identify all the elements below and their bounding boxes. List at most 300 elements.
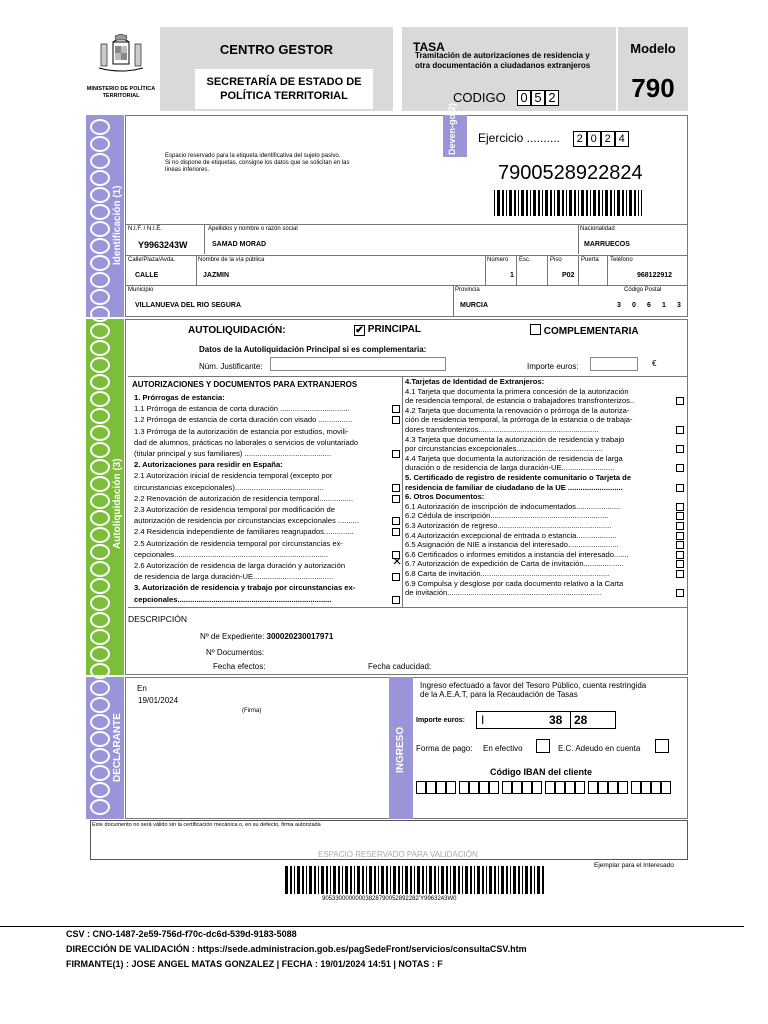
ring-icon [90,187,110,203]
iban-digit-box[interactable] [588,781,598,794]
adeudo-label: E.C. Adeudo en cuenta [558,744,641,753]
ring-icon [90,629,110,645]
autorizacion-item: 1.1 Prórroga de estancia de corta duración ................................. [134,404,350,414]
cp-digit: 3 [677,302,681,309]
col-divider [547,255,548,285]
calle-label: Calle/Plaza/Avda. [128,257,176,263]
firma-label: (Firma) [242,708,262,714]
barcode-bar [453,866,456,894]
ring-icon [90,680,110,696]
autorizacion-item: de residencia temporal, de estancia o trabajadores transfronterizos.. [405,396,635,406]
autorizacion-item: 4.4 Tarjeta que documenta la autorización de residencia de larga [405,453,623,463]
ring-icon [90,272,110,288]
autorizacion-item: ción de residencia temporal, la prórroga de la estancia o de trabaja- [405,415,633,425]
iban-digit-box[interactable] [426,781,436,794]
forma-pago-row [416,744,472,753]
efectivo-checkbox[interactable] [536,739,550,753]
barcode-bar [501,866,504,894]
barcode-bar [294,866,295,894]
autorizacion-item: 4.3 Tarjeta que documenta la autorización de residencia y trabajo [405,434,625,444]
autorizacion-checkbox[interactable] [392,405,400,413]
num-justificante-input[interactable] [270,357,446,371]
iban-group [459,781,499,794]
ring-icon [90,561,110,577]
autorizacion-item: cepcionales......................................................................... [134,549,329,559]
barcode-bar [562,190,564,216]
autorizacion-item: por circunstancias excepcionales......................................... [405,444,603,454]
barcode-bar [458,866,460,894]
centro-gestor-line2: POLÍTICA TERRITORIAL [220,90,348,102]
euro-symbol: € [652,359,657,368]
autorizacion-checkbox[interactable] [392,528,400,536]
expediente-value: 300020230017971 [266,632,334,641]
barcode-bar [470,866,472,894]
barcode-bar [462,866,463,894]
autorizacion-checkbox[interactable] [676,570,684,578]
piso-value: P02 [562,272,575,279]
ring-icon [90,357,110,373]
adeudo-option[interactable] [558,744,640,753]
autorizacion-item: duración o de residencia de larga duración-UE......................... [405,463,615,473]
autorizacion-checkbox[interactable] [392,484,400,492]
ring-icon [90,238,110,254]
municipio-value: VILLANUEVA DEL RIO SEGURA [135,302,242,309]
codigo-label: CODIGO [453,90,506,105]
nombre-label: Apellidos y nombre o razón social [208,226,298,232]
autorizacion-item: 5. Certificado de registro de residente comunitario o Tarjeta de [405,473,632,482]
tasa-desc-line2: otra documentación a ciudadanos extranjeros [415,61,591,70]
autorizacion-checkbox[interactable] [676,512,684,520]
autorizacion-item: 2.2 Renovación de autorización de residencia temporal................ [134,493,354,503]
ring-icon [90,459,110,475]
iban-digit-box[interactable] [522,781,532,794]
ring-icon [90,306,110,322]
ring-icon [90,442,110,458]
col-divider [578,255,579,285]
tasa-label: TASA [413,40,445,54]
barcode-bar [581,190,584,216]
autorizacion-item: (titular principal y sus familiares) ......................................... [134,449,332,458]
barcode-bar [593,190,596,216]
declarante-en-label: En [137,684,147,693]
barcode-bar [362,866,364,894]
importe-label: Importe euros: [527,362,579,371]
barcode-bar [314,866,316,894]
col-divider [196,255,197,285]
autorizacion-item: 2.6 Autorización de residencia de larga duración y autorización [134,561,346,570]
ingreso-text-line1: Ingreso efectuado a favor del Tesoro Público, cuenta restringida [420,681,647,690]
autorizacion-item: 6. Otros Documentos: [405,492,485,502]
autorizacion-checkbox[interactable] [392,450,400,458]
centro-gestor-line1: SECRETARÍA DE ESTADO DE [206,76,362,88]
iban-digit-box[interactable] [545,781,555,794]
ingreso-side-label: INGRESO [395,726,406,773]
codigo-field [453,90,559,106]
reserved-label-text [165,153,349,174]
barcode-bar [474,866,475,894]
barcode-bar [605,190,608,216]
ring-icon [90,731,110,747]
barcode-bar [614,190,615,216]
barcode-bar [393,866,396,894]
autorizacion-item: circunstancias excepcionales).......................................... [134,482,324,492]
cp-digit: 3 [617,302,621,309]
ejercicio-digit: 2 [573,131,587,147]
autorizacion-checkbox[interactable] [676,484,684,492]
barcode-bar [518,190,519,216]
provincia-label: Provincia [455,287,480,293]
autorizacion-item: 3. Autorización de residencia y trabajo por circunstancias ex- [134,583,356,593]
autorizacion-checkbox[interactable] [676,445,684,453]
barcode-bar [629,190,632,216]
num-justificante-label: Núm. Justificante: [199,362,263,371]
barcode-bar [550,190,552,216]
autorizacion-item: de residencia de larga duración-UE...................................... [134,572,334,582]
autorizacion-checkbox[interactable] [392,495,400,503]
barcode-bar [494,866,496,894]
iban-digit-box[interactable] [459,781,469,794]
footer-csv: CSV : CNO-1487-2e59-756d-f70c-dc6d-539d-9183-5088 [66,929,297,939]
ring-icon [90,595,110,611]
ingreso-strip [389,677,413,819]
iban-digit-box[interactable] [565,781,575,794]
barcode-bar [297,866,300,894]
barcode-bar [285,866,288,894]
autorizacion-checkbox[interactable] [676,522,684,530]
cp-digits [613,298,687,314]
autorizacion-checkbox[interactable] [676,551,684,559]
barcode-bar [309,866,312,894]
ingreso-importe-label: Importe euros: [416,717,466,724]
barcode-bar [381,866,384,894]
iban-digit-box[interactable] [469,781,479,794]
iban-digit-box[interactable] [608,781,618,794]
autorizacion-item: 4.2 Tarjeta que documenta la renovación o prórroga de la autoriza- [405,405,630,415]
ejercicio-digit: 2 [601,131,615,147]
barcode-bar [342,866,343,894]
iban-input-boxes[interactable] [416,781,674,794]
col-divider [485,255,486,285]
barcode-bar [506,190,507,216]
efectivo-option[interactable] [483,744,523,753]
principal-label: PRINCIPAL [367,324,421,335]
validacion-barcode [285,866,545,894]
ring-icon [90,782,110,798]
barcode-bar [538,190,540,216]
iban-digit-box[interactable] [479,781,489,794]
ring-icon [90,323,110,339]
barcode-bar [638,190,639,216]
cp-digit: 6 [647,302,651,309]
numero-value: 1 [510,272,514,279]
barcode-bar [410,866,412,894]
iban-digit-box[interactable] [502,781,512,794]
barcode-bar [510,866,511,894]
iban-group [545,781,585,794]
autorizaciones-col-divider [402,376,403,608]
checkmark-x-icon [393,557,401,565]
barcode-bar [526,190,528,216]
ring-icon [90,527,110,543]
complementaria-label: COMPLEMENTARIA [543,326,639,337]
ring-icon [90,476,110,492]
barcode-bar [398,866,400,894]
barcode-bar [626,190,627,216]
autorizacion-item: 6.8 Carta de invitación............................................................. [405,569,610,578]
expediente-label: Nº de Expediente: [200,632,265,641]
devengo-strip [443,102,467,157]
ring-icon [90,255,110,271]
codigo-digit: 2 [545,90,559,106]
barcode-bar [598,190,600,216]
autorizacion-item: 4.Tarjetas de Identidad de Extranjeros: [405,377,545,386]
ministry-line2: TERRITORIAL [102,93,140,99]
ring-icon [90,612,110,628]
autorizacion-item: 2.3 Autorización de residencia temporal por modificación de [134,505,335,514]
barcode-bar [345,866,348,894]
iban-digit-box[interactable] [651,781,661,794]
principal-checkbox[interactable]: ✔ [355,325,364,336]
ring-icon [90,204,110,220]
barcode-bar [502,190,504,216]
puerta-label: Puerta [581,257,599,263]
coat-of-arms [93,34,149,84]
barcode-bar [333,866,336,894]
autorizacion-item: 2. Autorizaciones para residir en España: [134,460,283,470]
ring-icon [90,391,110,407]
centro-gestor-label: CENTRO GESTOR [219,42,334,57]
iban-digit-box[interactable] [512,781,522,794]
modelo-panel [618,27,688,111]
forma-pago-label: Forma de pago: [416,744,473,753]
autoliquidacion-side-label: Autoliquidación (3) [112,458,123,549]
autorizacion-item: 1. Prórrogas de estancia: [134,393,225,402]
cp-digit: 1 [662,302,666,309]
barcode-bar [366,866,367,894]
col-divider [607,255,608,285]
barcode-bar [617,190,620,216]
importe-separator [570,712,571,728]
col-divider [453,285,454,317]
barcode-bar [514,190,516,216]
ministry-line1: MINISTERIO DE POLÍTICA [86,86,156,92]
ejercicio-label: Ejercicio .......... [478,131,561,145]
barcode-bar [610,190,612,216]
autorizacion-checkbox[interactable] [676,589,684,597]
barcode-bar [590,190,591,216]
iban-digit-box[interactable] [489,781,499,794]
barcode-bar [306,866,307,894]
barcode-bar [530,190,531,216]
barcode-bar [422,866,424,894]
tasa-desc-line1: Tramitación de autorizaciones de residencia y [415,51,590,60]
footer-firmante: FIRMANTE(1) : JOSE ANGEL MATAS GONZALEZ | FECHA : 19/01/2024 14:51 | NOTAS : F [66,959,443,969]
fecha-caducidad-label: Fecha caducidad: [368,662,432,671]
barcode-bar [330,866,331,894]
autorizacion-item: 6.4 Autorización excepcional de entrada o estancia................... [405,530,617,540]
autorizacion-checkbox[interactable] [676,503,684,511]
iban-digit-box[interactable] [598,781,608,794]
esc-label: Esc. [519,257,531,263]
ring-icon [90,408,110,424]
barcode-bar [602,190,603,216]
tasa-description [415,51,590,71]
justificante-barcode [494,190,642,216]
iban-digit-box[interactable] [618,781,628,794]
ring-icon [90,493,110,509]
autorizacion-item: de invitación......................................................................... [405,588,602,598]
barcode-bar [338,866,340,894]
row-divider [126,285,688,286]
codigo-digit: 0 [517,90,531,106]
provincia-value: MURCIA [460,302,488,309]
barcode-bar [494,190,495,216]
complementaria-checkbox[interactable] [530,324,541,335]
ring-icon [90,578,110,594]
autorizacion-checkbox[interactable] [392,416,400,424]
iban-digit-box[interactable] [555,781,565,794]
autorizacion-checkbox[interactable] [676,541,684,549]
barcode-bar [438,866,439,894]
centro-gestor-value [195,69,373,109]
barcode-bar [513,866,516,894]
ring-binding-decoration [88,115,124,819]
autorizacion-checkbox[interactable] [392,517,400,525]
autorizacion-item: residencia de familiar de ciudadano de la UE .......................... [405,482,623,492]
barcode-bar [402,866,403,894]
declarante-date: 19/01/2024 [138,696,179,705]
calle-value: CALLE [135,272,159,279]
iban-label: Código IBAN del cliente [490,767,593,777]
fecha-efectos-label: Fecha efectos: [213,662,266,671]
ring-icon [90,153,110,169]
autorizacion-checkbox[interactable] [676,560,684,568]
complementaria-option[interactable] [530,324,639,337]
autorizacion-item: dores transfronterizos......................................................... [405,425,599,434]
autorizacion-checkbox[interactable] [392,573,400,581]
barcode-bar [533,190,536,216]
autorizacion-item: autorización de residencia por circunstancias excepcionales .......... [134,516,359,526]
barcode-bar [441,866,444,894]
barcode-bar [557,190,560,216]
via-value: JAZMIN [203,272,230,279]
ejercicio-field [478,131,629,147]
autorizacion-checkbox[interactable] [676,397,684,405]
iban-digit-box[interactable] [436,781,446,794]
iban-group [631,781,671,794]
principal-option[interactable] [354,324,421,336]
municipio-label: Municipio [128,287,154,293]
row-divider [126,224,688,225]
cp-label: Código Postal [624,287,662,293]
barcode-bar [434,866,436,894]
row-divider [126,255,688,256]
nacionalidad-label: Nacionalidad [580,226,615,232]
descripcion-label: DESCRIPCIÓN [128,614,188,624]
barcode-bar [302,866,304,894]
barcode-bar [534,866,535,894]
iban-digit-box[interactable] [446,781,456,794]
centro-gestor-panel [160,27,393,111]
autorizacion-item: 6.2 Cédula de inscripción........................................................ [405,511,609,521]
barcode-bar [506,866,508,894]
barcode-bar [545,190,548,216]
barcode-bar [326,866,328,894]
ring-icon [90,170,110,186]
autorizacion-checkbox[interactable] [392,551,400,559]
ingreso-description [420,681,646,699]
barcode-bar [578,190,579,216]
autorizacion-item: cepcionales......................................................................... [134,594,332,604]
iban-digit-box[interactable] [575,781,585,794]
barcode-bar [318,866,319,894]
barcode-bar [634,190,636,216]
iban-digit-box[interactable] [631,781,641,794]
barcode-bar [390,866,391,894]
barcode-bar [417,866,420,894]
ring-icon [90,646,110,662]
iban-digit-box[interactable] [416,781,426,794]
adeudo-checkbox[interactable] [655,739,669,753]
ring-icon [90,663,110,679]
ring-icon [90,340,110,356]
ring-icon [90,119,110,135]
autorizacion-checkbox[interactable] [676,532,684,540]
expediente-field [200,632,333,641]
telefono-value: 968122912 [637,272,673,279]
barcode-bar [489,866,492,894]
barcode-bar [426,866,427,894]
ring-icon [90,136,110,152]
autorizacion-checkbox[interactable] [676,426,684,434]
barcode-bar [509,190,512,216]
ring-icon [90,221,110,237]
importe-prefix: I [481,713,485,727]
autorizacion-item: 6.5 Asignación de NIE a instancia del interesado........................ [405,540,619,550]
barcode-bar [354,866,355,894]
importe-input[interactable] [590,357,638,371]
barcode-bar [369,866,372,894]
barcode-bar [290,866,292,894]
barcode-bar [446,866,448,894]
barcode-bar [350,866,352,894]
barcode-bar [569,190,572,216]
ring-icon [90,697,110,713]
reserved-line3: líneas inferiores. [165,167,210,173]
barcode-text: 90533000000003828790052892282’Y9963243W0 [322,896,457,902]
validacion-reserved-label: ESPACIO RESERVADO PARA VALIDACIÓN [318,850,478,859]
barcode-bar [521,190,524,216]
documentos-label: Nº Documentos: [206,648,265,657]
iban-digit-box[interactable] [641,781,651,794]
iban-digit-box[interactable] [661,781,671,794]
datos-principal-label: Datos de la Autoliquidación Principal si es complementaria: [199,345,427,354]
piso-label: Piso [550,257,562,263]
iban-digit-box[interactable] [532,781,542,794]
autorizacion-item: 6.3 Autorización de regreso...................................................... [405,521,612,530]
autorizacion-checkbox[interactable] [392,596,400,604]
autorizacion-item: 6.9 Compulsa y desglose por cada documento relativo a la Carta [405,578,624,588]
barcode-bar [405,866,408,894]
justificante-number: 7900528922824 [498,162,643,184]
iban-group [502,781,542,794]
autorizacion-checkbox[interactable] [676,464,684,472]
numero-label: Número [487,257,509,263]
barcode-bar [554,190,555,216]
autorizacion-item: 4.1 Tarjeta que documenta la primera concesión de la autorización [405,386,629,396]
autorizacion-item: dad de alumnos, prácticas no laborales o servicios de voluntariado [134,437,359,447]
barcode-bar [542,190,543,216]
